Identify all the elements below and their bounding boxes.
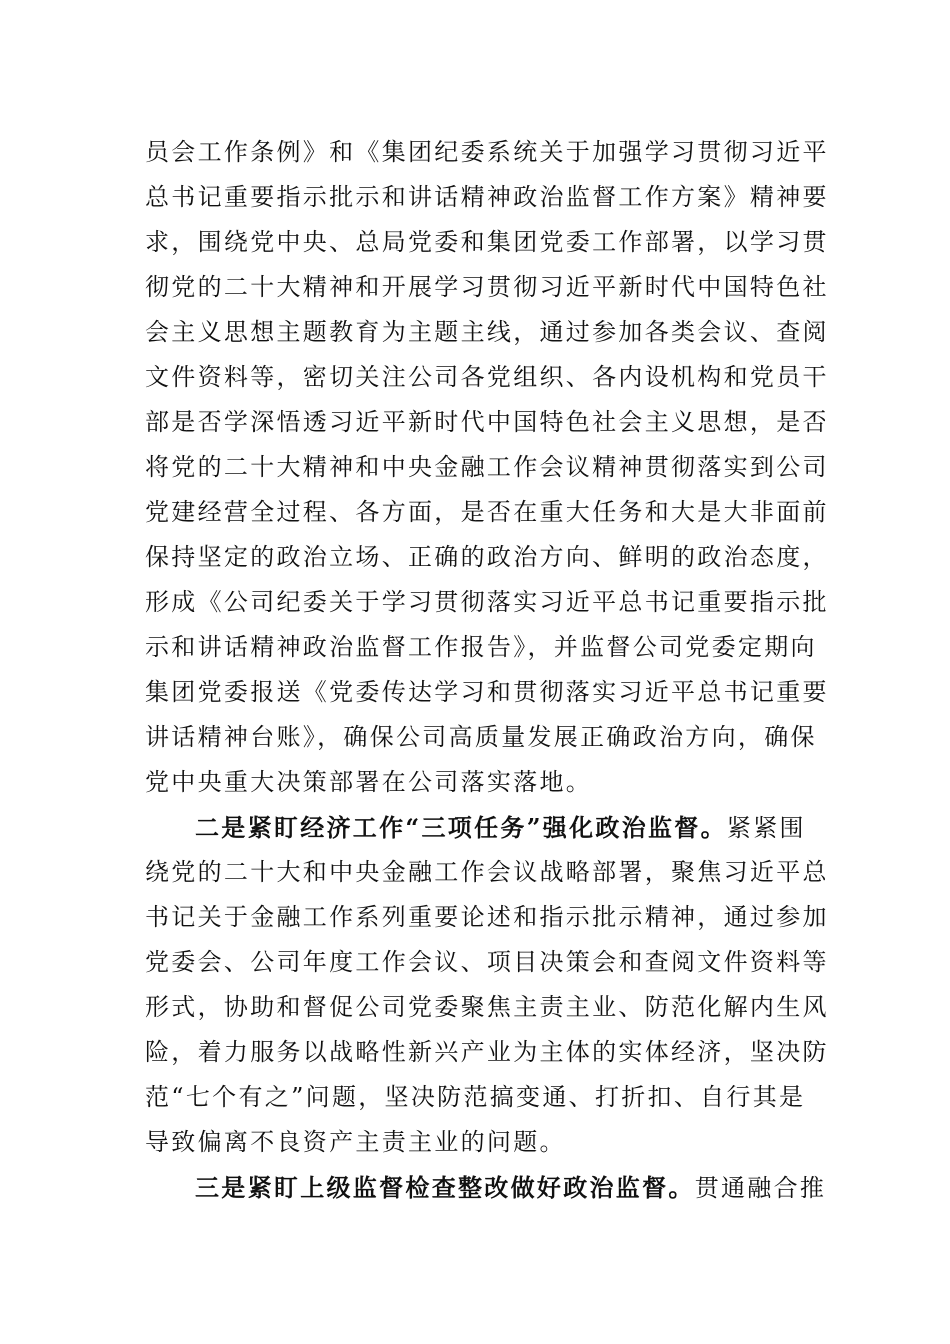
- paragraph-3-lead: 贯通融合推: [694, 1174, 827, 1202]
- text-line: 书记关于金融工作系列重要论述和指示批示精神，通过参加: [145, 903, 829, 931]
- paragraph-3-first-line: [145, 1165, 827, 1210]
- document-body: [145, 130, 829, 1210]
- text-line: 党中央重大决策部署在公司落实落地。: [145, 768, 593, 796]
- text-line: 绕党的二十大和中央金融工作会议战略部署，聚焦习近平总: [145, 858, 829, 886]
- text-line: 示和讲话精神政治监督工作报告》，并监督公司党委定期向: [145, 633, 817, 661]
- text-line: 集团党委报送《党委传达学习和贯彻落实习近平总书记重要: [145, 678, 829, 706]
- text-line: 彻党的二十大精神和开展学习贯彻习近平新时代中国特色社: [145, 273, 829, 301]
- paragraph-2-heading: 二是紧盯经济工作“三项任务”强化政治监督。: [195, 813, 727, 842]
- text-line: 部是否学深悟透习近平新时代中国特色社会主义思想，是否: [145, 408, 829, 436]
- paragraph-3-heading: 三是紧盯上级监督检查整改做好政治监督。: [195, 1173, 695, 1202]
- text-line: 保持坚定的政治立场、正确的政治方向、鲜明的政治态度，: [145, 543, 829, 571]
- text-line: 导致偏离不良资产主责主业的问题。: [145, 1128, 566, 1156]
- text-line: 将党的二十大精神和中央金融工作会议精神贯彻落实到公司: [145, 453, 829, 481]
- text-line: 险，着力服务以战略性新兴产业为主体的实体经济，坚决防: [145, 1038, 829, 1066]
- paragraph-2-first-line: [145, 805, 811, 850]
- text-line: 讲话精神台账》，确保公司高质量发展正确政治方向，确保: [145, 723, 817, 751]
- text-line: 党委会、公司年度工作会议、项目决策会和查阅文件资料等: [145, 948, 829, 976]
- text-line: 范“七个有之”问题，坚决防范搞变通、打折扣、自行其是: [145, 1083, 806, 1111]
- text-line: 求，围绕党中央、总局党委和集团党委工作部署，以学习贯: [145, 228, 829, 256]
- text-line: 总书记重要指示批示和讲话精神政治监督工作方案》精神要: [145, 183, 829, 211]
- text-line: 文件资料等，密切关注公司各党组织、各内设机构和党员干: [145, 363, 829, 391]
- text-line: 党建经营全过程、各方面，是否在重大任务和大是大非面前: [145, 498, 829, 526]
- paragraph-2-lead: 紧紧围: [726, 814, 806, 842]
- text-line: 会主义思想主题教育为主题主线，通过参加各类会议、查阅: [145, 318, 829, 346]
- text-line: 员会工作条例》和《集团纪委系统关于加强学习贯彻习近平: [145, 138, 829, 166]
- text-line: 形式，协助和督促公司党委聚焦主责主业、防范化解内生风: [145, 993, 829, 1021]
- text-line: 形成《公司纪委关于学习贯彻落实习近平总书记重要指示批: [145, 588, 829, 616]
